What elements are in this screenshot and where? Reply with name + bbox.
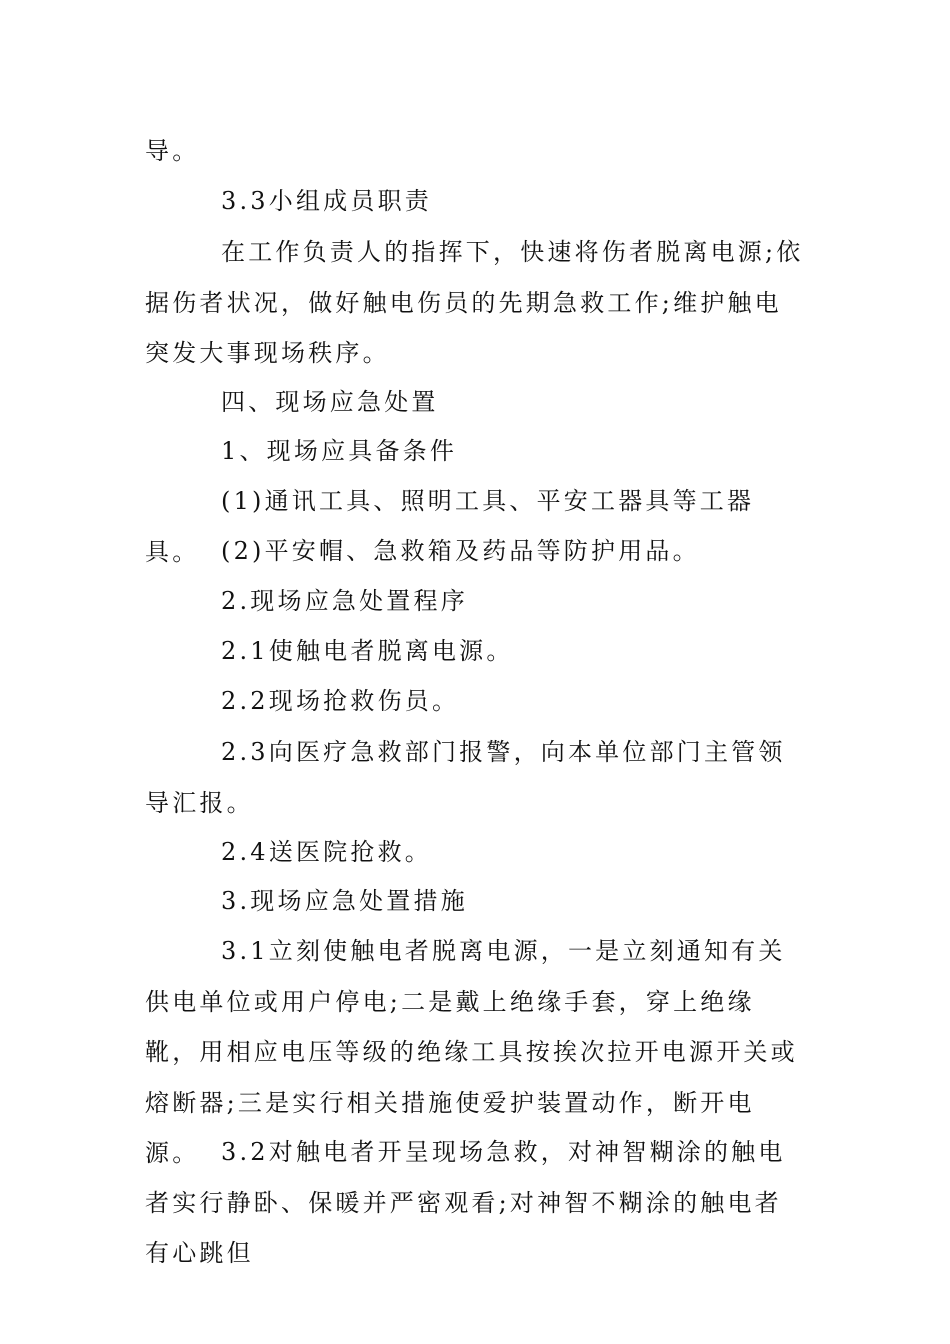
procedure-step-2-1: 2.1使触电者脱离电源。: [221, 637, 514, 665]
section-heading-4: 四、现场应急处置: [221, 388, 439, 416]
procedure-step-2-3: 2.3向医疗急救部门报警，向本单位部门主管领导汇报。: [145, 738, 786, 817]
measure-3-2: 3.2对触电者开呈现场急救，对神智糊涂的触电者实行静卧、保暖并严密观看;对神智不糊涂的触电者有心跳但: [145, 1138, 786, 1267]
measure-3-1: 3.1立刻使触电者脱离电源，一是立刻通知有关供电单位或用户停电;二是戴上绝缘手套，穿上绝缘靴，用相应电压等级的绝缘工具按挨次拉开电源开关或熔断器;三是实行相关措施使爱护装置动作，断开电源。: [145, 937, 798, 1167]
procedure-step-2-4: 2.4送医院抢救。: [221, 838, 432, 866]
list-item-1: (1)通讯工具、照明工具、平安工器具等工器具。: [145, 487, 755, 566]
paragraph-continuation: 导。: [145, 137, 200, 165]
subheading-measures: 3.现场应急处置措施: [221, 887, 468, 915]
paragraph-team-duties: 在工作负责人的指挥下，快速将伤者脱离电源;依据伤者状况，做好触电伤员的先期急救工作;维护触电突发大事现场秩序。: [145, 238, 804, 367]
section-heading-3-3: 3.3小组成员职责: [221, 187, 432, 215]
procedure-step-2-2: 2.2现场抢救伤员。: [221, 687, 460, 715]
subheading-procedure: 2.现场应急处置程序: [221, 587, 468, 615]
list-item-2: (2)平安帽、急救箱及药品等防护用品。: [221, 537, 700, 565]
subheading-conditions: 1、现场应具备条件: [221, 437, 458, 465]
